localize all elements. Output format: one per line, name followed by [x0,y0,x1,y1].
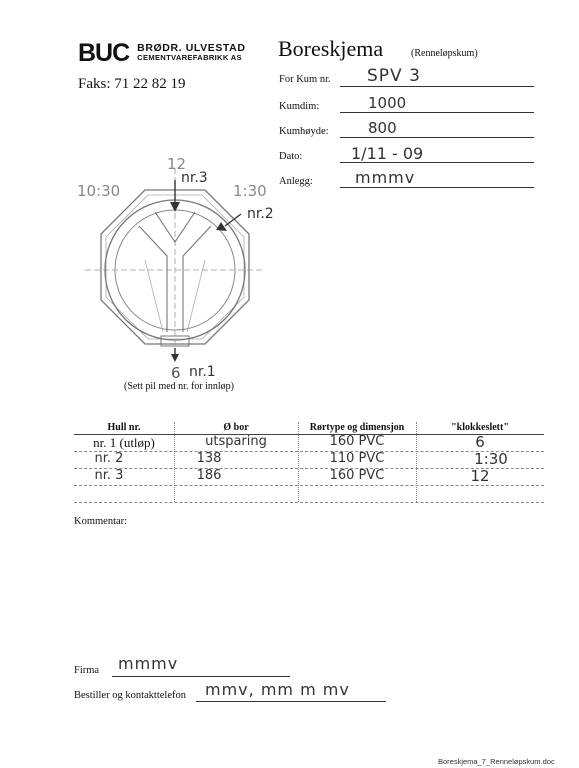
logo-text [137,43,245,63]
bestiller-value: mmv, mm m mv [205,680,350,699]
field-value: SPV 3 [367,66,421,86]
header-bor: Ø bor [223,422,249,433]
clock-label-130: 1:30 [233,182,267,200]
comment-label: Kommentar: [74,516,128,527]
form-subtitle: (Renneløpskum) [411,48,478,59]
fax-number: Faks: 71 22 82 19 [78,76,186,92]
table-line [74,485,544,486]
field-line [340,137,534,138]
field-label: Anlegg: [279,176,313,187]
field-line [340,187,534,188]
table-line [74,502,544,503]
manhole-diagram [75,150,275,380]
bestiller-line [196,701,386,702]
clock-label-12: 12 [167,155,187,173]
field-value: 1000 [368,94,407,112]
field-label: For Kum nr. [279,74,331,85]
drill-table: Hull nr. Ø bor Rørtype og dimensjon "klokkeslett" nr. 1 (utløp) utsparing 160 PVC 6 nr. 2 138 110 PVC 1:30 nr. 3 186 160 PVC 12 [74,422,544,504]
field-label: Dato: [279,151,303,162]
field-label: Kumhøyde: [279,126,329,137]
header-rortype: Rørtype og dimensjon [309,422,405,433]
logo-company-name: BRØDR. ULVESTAD [137,42,246,54]
logo-mark: BUC [78,38,130,67]
pipe-label-nr3: nr.3 [181,170,208,186]
firma-line [112,676,290,677]
bestiller-label: Bestiller og kontakttelefon [74,690,186,701]
field-line [340,86,534,87]
header-klokkeslett: "klokkeslett" [451,422,509,433]
footer-filename: Boreskjema_7_Renneløpskum.doc [438,757,555,766]
pipe-label-nr2: nr.2 [247,206,274,222]
clock-label-1030: 10:30 [77,182,121,200]
header-hull-nr: Hull nr. [107,422,141,433]
form-title: Boreskjema [278,36,384,61]
field-label: Kumdim: [279,101,320,112]
diagram-caption: (Sett pil med nr. for innløp) [124,381,234,392]
field-value: mmmv [355,168,416,187]
company-logo [78,40,246,66]
field-value: 800 [368,119,397,137]
firma-label: Firma [74,665,100,676]
field-value: 1/11 - 09 [351,144,424,163]
clock-label-6: 6 [171,364,181,382]
field-line [340,112,534,113]
pipe-label-nr1: nr.1 [189,364,216,380]
logo-company-type: CEMENTVAREFABRIKK AS [137,53,242,62]
firma-value: mmmv [118,654,179,673]
